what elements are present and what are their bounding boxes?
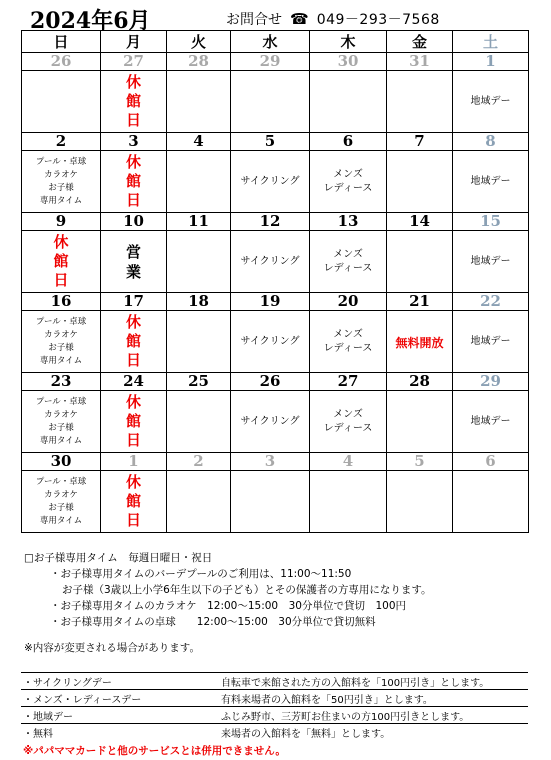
kids-time-label: お子様 <box>48 502 74 513</box>
date-row <box>22 53 529 71</box>
weekday-header: 水 <box>231 31 310 53</box>
date-number: 27 <box>310 373 387 391</box>
date-number: 5 <box>387 453 453 471</box>
closed-day-label: 休 <box>53 233 69 251</box>
open-day-label: 営 <box>125 242 141 261</box>
day-cell <box>310 231 387 293</box>
day-cell <box>22 471 101 533</box>
day-cell <box>167 391 231 453</box>
event-label: メンズ <box>333 168 363 180</box>
day-cell <box>231 71 310 133</box>
day-cell <box>167 471 231 533</box>
notes-karaoke: ・お子様専用タイムのカラオケ 12:00～15:00 30分単位で貸切 100円 <box>50 600 406 612</box>
day-cell <box>22 391 101 453</box>
date-number: 1 <box>101 453 167 471</box>
day-cell <box>101 231 167 293</box>
date-number: 7 <box>387 133 453 151</box>
day-content-row <box>22 151 529 213</box>
event-label: 地域デー <box>470 95 511 107</box>
day-cell <box>387 231 453 293</box>
closed-day-label: 館 <box>125 92 141 110</box>
closed-day-label: 館 <box>125 332 141 350</box>
kids-time-label: お子様 <box>48 342 74 353</box>
calendar-table <box>21 30 529 533</box>
open-day-label: 業 <box>125 262 141 281</box>
day-content-row <box>22 471 529 533</box>
closed-day-label: 日 <box>125 351 141 369</box>
kids-time-label: 専用タイム <box>39 515 83 526</box>
kids-time-label: カラオケ <box>44 409 78 420</box>
day-cell <box>387 391 453 453</box>
event-label: レディース <box>323 182 373 194</box>
day-content-row <box>22 231 529 293</box>
day-cell <box>167 71 231 133</box>
date-number: 26 <box>22 53 101 71</box>
warning-text: ※パパママカードと他のサービスとは併用できません。 <box>23 745 286 757</box>
day-cell <box>453 71 529 133</box>
event-name: ・サイクリングデー <box>21 673 219 690</box>
day-cell <box>310 311 387 373</box>
day-cell <box>22 311 101 373</box>
date-number: 28 <box>387 373 453 391</box>
day-cell <box>167 231 231 293</box>
date-number: 30 <box>310 53 387 71</box>
weekday-header: 火 <box>167 31 231 53</box>
day-cell <box>22 231 101 293</box>
weekday-header: 月 <box>101 31 167 53</box>
event-desc: 自転車で来館された方の入館料を「100円引き」とします。 <box>219 673 528 690</box>
closed-day-label: 休 <box>125 313 141 331</box>
closed-day-label: 日 <box>125 191 141 209</box>
closed-day-label: 休 <box>125 393 141 411</box>
day-cell <box>101 391 167 453</box>
contact-info <box>226 9 440 29</box>
kids-time-label: カラオケ <box>44 329 78 340</box>
date-number: 21 <box>387 293 453 311</box>
notes-pool-target: お子様（3歳以上小学6年生以下の子ども）とその保護者の方専用になります。 <box>62 584 432 596</box>
event-legend-table <box>21 672 528 740</box>
date-row <box>22 453 529 471</box>
date-number: 27 <box>101 53 167 71</box>
closed-day-label: 休 <box>125 473 141 491</box>
day-content-row <box>22 71 529 133</box>
weekday-header: 土 <box>453 31 529 53</box>
day-cell <box>231 151 310 213</box>
event-row <box>21 707 528 724</box>
date-number: 3 <box>101 133 167 151</box>
date-number: 4 <box>310 453 387 471</box>
date-number: 29 <box>453 373 529 391</box>
day-cell <box>101 71 167 133</box>
kids-time-label: 専用タイム <box>39 355 83 366</box>
date-number: 2 <box>22 133 101 151</box>
notes-spacer <box>24 630 529 640</box>
date-number: 10 <box>101 213 167 231</box>
event-label: サイクリング <box>240 255 300 267</box>
kids-time-label: プール・卓球 <box>35 316 87 327</box>
closed-day-label: 館 <box>53 252 69 270</box>
date-number: 13 <box>310 213 387 231</box>
date-number: 8 <box>453 133 529 151</box>
day-cell <box>453 471 529 533</box>
date-number: 14 <box>387 213 453 231</box>
kids-time-label: カラオケ <box>44 489 78 500</box>
phone-icon: ☎ <box>290 10 309 28</box>
weekday-header: 金 <box>387 31 453 53</box>
date-number: 19 <box>231 293 310 311</box>
event-label: サイクリング <box>240 335 300 347</box>
day-cell <box>167 311 231 373</box>
event-name: ・地域デー <box>21 707 219 724</box>
day-cell <box>453 391 529 453</box>
event-label: サイクリング <box>240 415 300 427</box>
kids-time-label: カラオケ <box>44 169 78 180</box>
notes-pool-time: ・お子様専用タイムのバーデプールのご利用は、11:00～11:50 <box>50 568 352 580</box>
event-desc: ふじみ野市、三芳町お住まいの方100円引きとします。 <box>219 707 528 724</box>
day-cell <box>101 311 167 373</box>
event-desc: 来場者の入館料を「無料」とします。 <box>219 724 528 741</box>
closed-day-label: 館 <box>125 172 141 190</box>
day-cell <box>453 151 529 213</box>
event-label: メンズ <box>333 248 363 260</box>
event-row <box>21 673 528 690</box>
event-label: 地域デー <box>470 175 511 187</box>
event-name: ・メンズ・レディースデー <box>21 690 219 707</box>
contact-label: お問合せ <box>226 12 282 28</box>
kids-time-label: 専用タイム <box>39 435 83 446</box>
kids-time-label: 専用タイム <box>39 195 83 206</box>
date-number: 16 <box>22 293 101 311</box>
weekday-header-row <box>22 31 529 53</box>
date-number: 17 <box>101 293 167 311</box>
day-cell <box>310 391 387 453</box>
event-label: メンズ <box>333 408 363 420</box>
day-cell <box>231 311 310 373</box>
day-cell <box>167 151 231 213</box>
day-cell <box>231 391 310 453</box>
page-title: 2024年6月 <box>30 8 151 34</box>
weekday-header: 木 <box>310 31 387 53</box>
date-number: 11 <box>167 213 231 231</box>
date-number: 6 <box>453 453 529 471</box>
date-number: 3 <box>231 453 310 471</box>
date-number: 31 <box>387 53 453 71</box>
day-cell <box>453 231 529 293</box>
day-cell <box>101 471 167 533</box>
date-number: 23 <box>22 373 101 391</box>
date-number: 18 <box>167 293 231 311</box>
notes-table-tennis: ・お子様専用タイムの卓球 12:00～15:00 30分単位で貸切無料 <box>50 616 376 628</box>
date-number: 4 <box>167 133 231 151</box>
kids-time-label: プール・卓球 <box>35 156 87 167</box>
date-row <box>22 213 529 231</box>
closed-day-label: 日 <box>53 271 69 289</box>
day-cell <box>22 71 101 133</box>
day-cell <box>387 311 453 373</box>
event-label: 地域デー <box>470 335 511 347</box>
closed-day-label: 館 <box>125 412 141 430</box>
day-cell <box>387 71 453 133</box>
date-number: 25 <box>167 373 231 391</box>
kids-time-label: プール・卓球 <box>35 396 87 407</box>
date-number: 9 <box>22 213 101 231</box>
date-number: 30 <box>22 453 101 471</box>
free-open-label: 無料開放 <box>395 336 444 350</box>
day-cell <box>310 71 387 133</box>
closed-day-label: 休 <box>125 73 141 91</box>
date-row <box>22 133 529 151</box>
day-cell <box>387 151 453 213</box>
closed-day-label: 館 <box>125 492 141 510</box>
event-row <box>21 690 528 707</box>
phone-number[interactable]: 049－293－7568 <box>316 12 440 28</box>
date-number: 26 <box>231 373 310 391</box>
day-cell <box>231 471 310 533</box>
closed-day-label: 日 <box>125 111 141 129</box>
event-desc: 有料来場者の入館料を「50円引き」とします。 <box>219 690 528 707</box>
date-number: 29 <box>231 53 310 71</box>
date-number: 6 <box>310 133 387 151</box>
notes-heading: □お子様専用タイム 毎週日曜日・祝日 <box>24 552 213 564</box>
event-row <box>21 724 528 741</box>
event-label: レディース <box>323 262 373 274</box>
day-cell <box>101 151 167 213</box>
date-number: 28 <box>167 53 231 71</box>
date-number: 5 <box>231 133 310 151</box>
day-content-row <box>22 311 529 373</box>
date-number: 1 <box>453 53 529 71</box>
event-label: レディース <box>323 342 373 354</box>
date-number: 22 <box>453 293 529 311</box>
date-row <box>22 373 529 391</box>
day-cell <box>387 471 453 533</box>
date-row <box>22 293 529 311</box>
day-cell <box>231 231 310 293</box>
closed-day-label: 休 <box>125 153 141 171</box>
closed-day-label: 日 <box>125 431 141 449</box>
kids-time-label: プール・卓球 <box>35 476 87 487</box>
day-cell <box>453 311 529 373</box>
date-number: 2 <box>167 453 231 471</box>
closed-day-label: 日 <box>125 511 141 529</box>
date-number: 20 <box>310 293 387 311</box>
day-cell <box>22 151 101 213</box>
day-cell <box>310 151 387 213</box>
event-label: レディース <box>323 422 373 434</box>
kids-time-label: お子様 <box>48 422 74 433</box>
date-number: 24 <box>101 373 167 391</box>
kids-time-label: お子様 <box>48 182 74 193</box>
notes-section <box>24 550 529 656</box>
day-cell <box>310 471 387 533</box>
event-label: メンズ <box>333 328 363 340</box>
date-number: 12 <box>231 213 310 231</box>
notes-change-notice: ※内容が変更される場合があります。 <box>24 642 200 654</box>
date-number: 15 <box>453 213 529 231</box>
event-label: 地域デー <box>470 415 511 427</box>
weekday-header: 日 <box>22 31 101 53</box>
event-label: 地域デー <box>470 255 511 267</box>
day-content-row <box>22 391 529 453</box>
event-label: サイクリング <box>240 175 300 187</box>
event-name: ・無料 <box>21 724 219 741</box>
